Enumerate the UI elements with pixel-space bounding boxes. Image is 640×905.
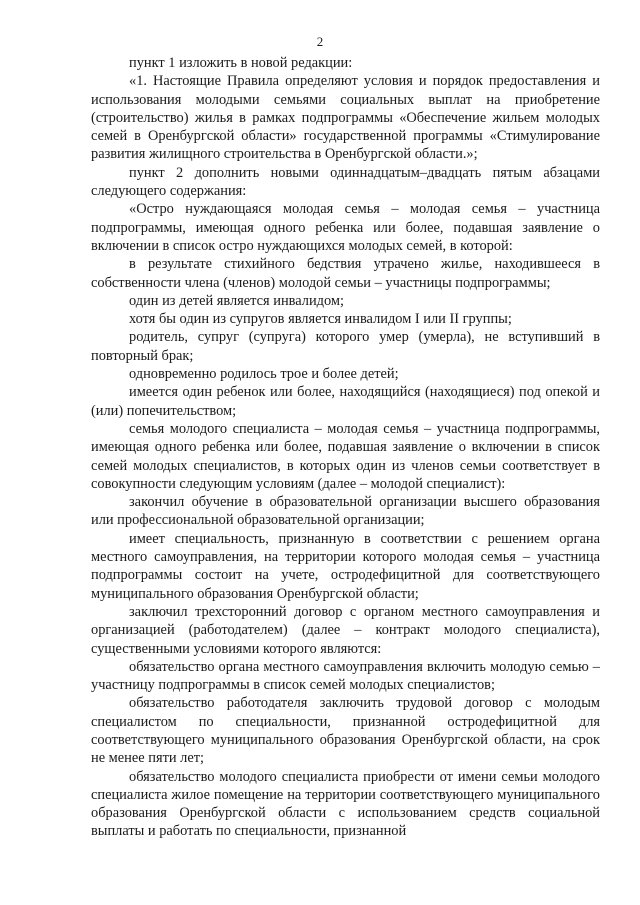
paragraph: родитель, супруг (супруга) которого умер (умерла), не вступивший в повторный брак;: [91, 329, 600, 364]
paragraph: закончил обучение в образовательной организации высшего образования или профессиональной образовательной организации;: [91, 494, 600, 529]
paragraph: один из детей является инвалидом;: [129, 292, 345, 309]
paragraph: «1. Настоящие Правила определяют условия и порядок предоставления и использования молодыми семьями социальных выплат на приобретение (строительство) жилья в рамках подпрограммы «Обеспечение жильем молодых семей в Оренбургской области» государственной программы «Стимулирование развития жилищного строительства в Оренбургской области.»;: [91, 73, 600, 163]
paragraph: одновременно родилось трое и более детей;: [129, 366, 399, 383]
paragraph: «Остро нуждающаяся молодая семья – молодая семья – участница подпрограммы, имеющая одного ребенка или более, подавшая заявление о включении в список остро нуждающихся молодых семей, в которой:: [91, 201, 600, 254]
paragraph: хотя бы один из супругов является инвалидом I или II группы;: [129, 311, 512, 328]
paragraph: заключил трехсторонний договор с органом местного самоуправления и организацией (работодателем) (далее – контракт молодого специалиста), существенными условиями которого являются:: [91, 603, 600, 657]
paragraph: обязательство работодателя заключить трудовой договор с молодым специалистом по специальности, признанной остродефицитной для соответствующего муниципального образования Оренбургской области, на срок не менее пяти лет;: [91, 695, 600, 767]
paragraph: имеется один ребенок или более, находящийся (находящиеся) под опекой и (или) попечительством;: [91, 384, 600, 419]
paragraph: семья молодого специалиста – молодая семья – участница подпрограммы, имеющая одного ребенка или более, подавшая заявление о включении в список семей молодых специалистов, в которых один из членов семьи соответствует в совокупности следующим условиям (далее – молодой специалист):: [91, 420, 600, 492]
paragraph: пункт 2 дополнить новыми одиннадцатым–двадцать пятым абзацами следующего содержания:: [91, 164, 600, 200]
paragraph: пункт 1 изложить в новой редакции:: [129, 55, 353, 71]
paragraph: имеет специальность, признанную в соответствии с решением органа местного самоуправления, на территории которого молодая семья – участница подпрограммы состоит на учете, остродефицитной для соответствующего муниципального образования Оренбургской области;: [91, 530, 600, 602]
paragraph: обязательство молодого специалиста приобрести от имени семьи молодого специалиста жилое помещение на территории соответствующего муниципального образования Оренбургской области с использованием средств социальной выплаты и работать по специальности, признанной: [91, 768, 600, 840]
document-body: [91, 54, 600, 841]
paragraph: в результате стихийного бедствия утрачено жилье, находившееся в собственности члена (членов) молодой семьи – участницы подпрограммы;: [91, 256, 600, 291]
page-number: 2: [316, 34, 324, 49]
paragraph: обязательство органа местного самоуправления включить молодую семью – участницу подпрограммы в список семей молодых специалистов;: [91, 658, 600, 694]
